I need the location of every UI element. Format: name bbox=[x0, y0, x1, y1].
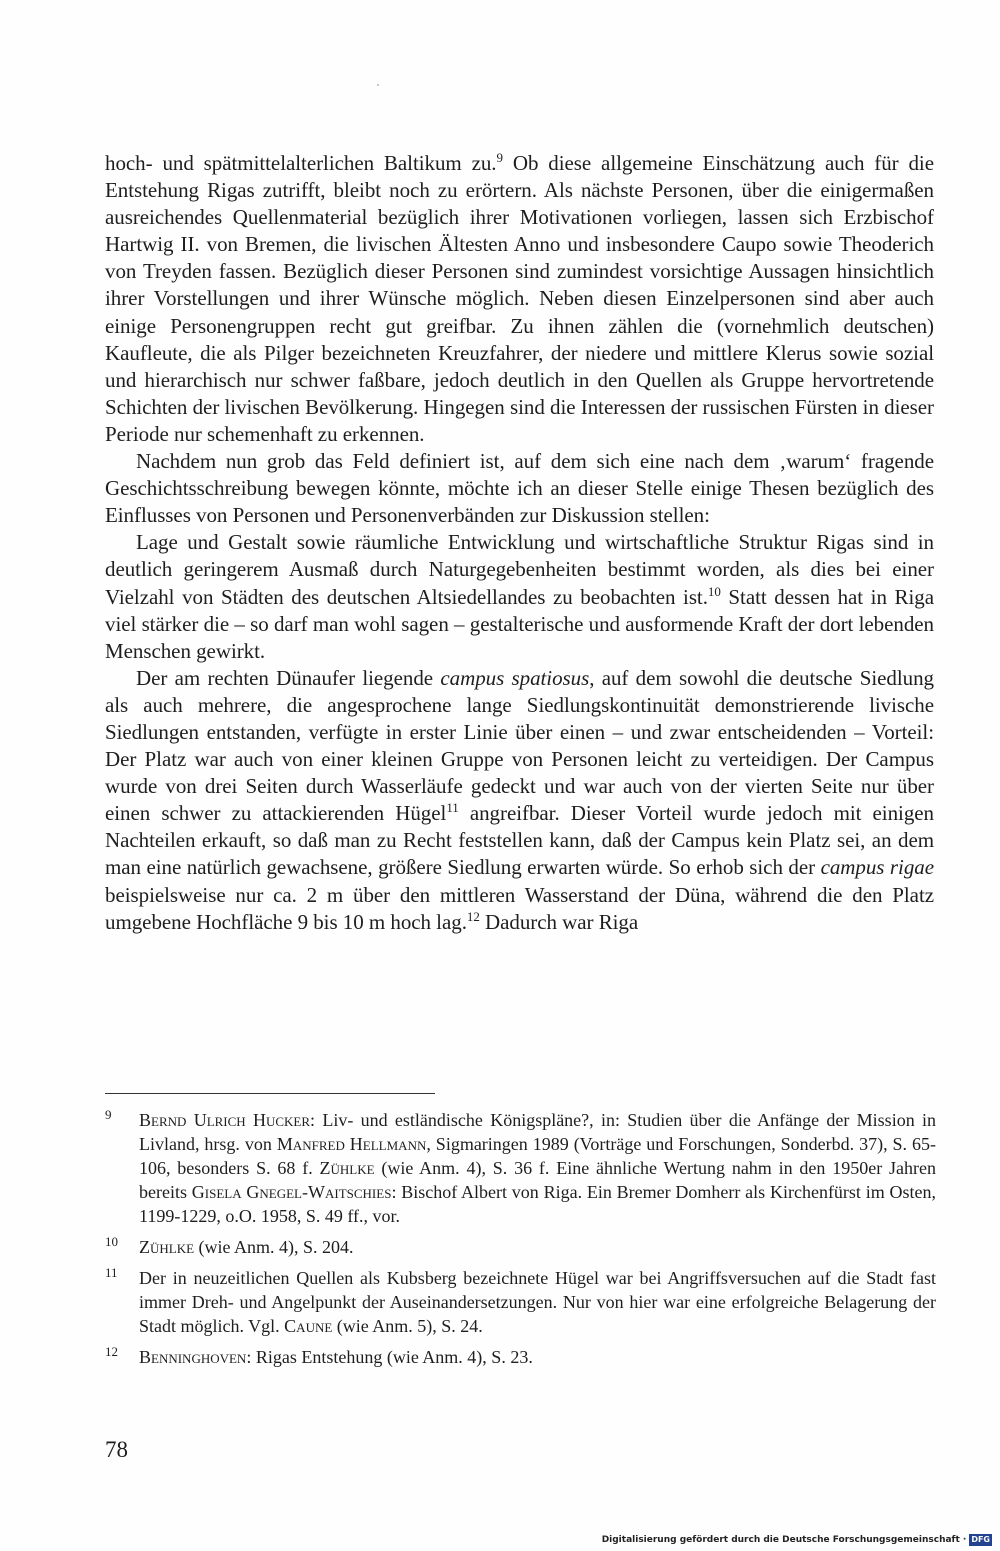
main-text bbox=[105, 150, 934, 936]
text-run: (wie Anm. 4), S. 36 f. Eine ähnliche Wertung nahm in den 1950er Jahren bereits bbox=[139, 1158, 936, 1202]
author-name: Zühlke bbox=[139, 1237, 195, 1257]
footnote-number: 10 bbox=[105, 1234, 118, 1249]
scan-speck bbox=[377, 84, 379, 86]
footnote bbox=[105, 1345, 936, 1369]
text-run: , auf dem sowohl die deutsche Siedlung als auch mehrere, die angesprochene lange Siedlungskontinuität demonstrierende livische Siedlungen entstanden, verfügte in erster Linie über einen – und zwar entscheidenden – Vorteil: Der Platz war auch von einer kleinen Gruppe von Personen leicht zu verteidigen. Der Campus wurde von drei Seiten durch Wasserläufe gedeckt und war auch von der vierten Seite nur über einen schwer zu attackierenden Hügel bbox=[105, 665, 934, 826]
footnote-text bbox=[139, 1345, 936, 1369]
text-run: Der in neuzeitlichen Quellen als Kubsberg bezeichnete Hügel war bei Angriffsversuchen auf die Stadt fast immer Dreh- und Angelpunkt der Auseinandersetzungen. Nur von hier war eine erfolgreiche Belagerung der Stadt möglich. Vgl. bbox=[139, 1268, 936, 1336]
text-run: , Sigmaringen 1989 (Vorträge und Forschungen, Sonderbd. 37), S. 65-106, besonders S. 68 f. bbox=[139, 1134, 937, 1178]
paragraph bbox=[105, 150, 934, 448]
page-number: 78 bbox=[105, 1437, 128, 1462]
author-name: Caune bbox=[284, 1316, 333, 1336]
footnote-number: 9 bbox=[105, 1107, 112, 1122]
footnote-ref: 11 bbox=[446, 800, 459, 816]
footnote bbox=[105, 1108, 936, 1228]
author-name: Bernd Ulrich Hucker bbox=[139, 1110, 311, 1130]
text-run: Lage und Gestalt sowie räumliche Entwicklung und wirtschaftliche Struktur Rigas sind in deutlich geringerem Ausmaß durch Naturgegebenheiten bestimmt worden, als dies bei einer Vielzahl von Städten des deutschen Altsiedellandes zu beobachten ist. bbox=[105, 530, 934, 609]
text-run: : Liv- und estländische Königspläne?, in: Studien über die Anfänge der Mission in Livland, hrsg. von bbox=[139, 1110, 936, 1154]
text-run: Statt dessen hat in Riga viel stärker die – so darf man wohl sagen – gestalterische und ausformende Kraft der dort lebenden Menschen gewirkt. bbox=[105, 584, 934, 663]
paragraph bbox=[105, 665, 934, 936]
author-name: Gisela Gnegel-Waitschies bbox=[191, 1182, 392, 1202]
footnote-number: 12 bbox=[105, 1344, 118, 1359]
footnotes bbox=[105, 1108, 936, 1376]
author-name: Benninghoven bbox=[139, 1347, 247, 1367]
text-run: Ob diese allgemeine Einschätzung auch für die Entstehung Rigas zutrifft, bleibt noch zu erörtern. Als nächste Personen, über die einigermaßen ausreichendes Quellenmaterial bezüglich ihrer Motivationen vorliegen, lassen sich Erzbischof Hartwig II. von Bremen, die livischen Ältesten Anno und insbesondere Caupo sowie Theoderich von Treyden fassen. Bezüglich dieser Personen sind zumindest vorsichtige Aussagen hinsichtlich ihrer Vorstellungen und ihrer Wünsche möglich. Neben diesen Einzelpersonen sind aber auch einige Personengruppen recht gut greifbar. Zu ihnen zählen die (vornehmlich deutschen) Kaufleute, die als Pilger bezeichneten Kreuzfahrer, der niedere und mittlere Klerus sowie sozial und hierarchisch nur schwer faßbare, jedoch deutlich in den Quellen als Gruppe hervortretende Schichten der livischen Bevölkerung. Hingegen sind die Interessen der russischen Fürsten in dieser Periode nur schemenhaft zu erkennen. bbox=[105, 151, 934, 446]
footnote bbox=[105, 1266, 936, 1338]
paragraph bbox=[105, 529, 934, 664]
text-run: hoch- und spätmittelalterlichen Baltikum zu. bbox=[105, 151, 497, 175]
author-name: Manfred Hellmann bbox=[276, 1134, 427, 1154]
text-run: Dadurch war Riga bbox=[479, 909, 639, 934]
footnote-number: 11 bbox=[105, 1265, 118, 1280]
footnote-text bbox=[139, 1266, 936, 1338]
italic-term: campus spatiosus bbox=[440, 665, 590, 690]
dfg-logo: DFG bbox=[971, 1535, 990, 1544]
footnote-ref: 12 bbox=[466, 908, 480, 924]
text-run: beispielsweise nur ca. 2 m über den mittleren Wasserstand der Düna, während die den Platz umgebene Hochfläche 9 bis 10 m hoch lag. bbox=[105, 882, 934, 934]
footnote-ref: 9 bbox=[496, 150, 503, 165]
text-run: Nachdem nun grob das Feld definiert ist, auf dem sich eine nach dem ‚warum‘ fragende Geschichtsschreibung bewegen könnte, möchte ich an dieser Stelle einige Thesen bezüglich des Einflusses von Personen und Personenverbänden zur Diskussion stellen: bbox=[105, 449, 934, 528]
footnote-text bbox=[139, 1235, 936, 1259]
digitization-credit bbox=[602, 1534, 992, 1546]
text-run: Der am rechten Dünaufer liegende bbox=[136, 665, 441, 690]
text-run: : Rigas Entstehung (wie Anm. 4), S. 23. bbox=[246, 1347, 533, 1367]
paragraph bbox=[105, 448, 934, 529]
text-run: angreifbar. Dieser Vorteil wurde jedoch mit einigen Nachteilen erkauft, so daß man zu Recht feststellen kann, daß der Campus kein Platz sei, an dem man eine natürlich gewachsene, größere Siedlung erwarten würde. So erhob sich der bbox=[105, 801, 934, 880]
footnote-text bbox=[139, 1108, 936, 1228]
credit-text: Digitalisierung gefördert durch die Deutsche Forschungsgemeinschaft · bbox=[601, 1535, 967, 1545]
author-name: Zühlke bbox=[319, 1158, 375, 1178]
footnote-ref: 10 bbox=[707, 583, 721, 599]
text-run: : Bischof Albert von Riga. Ein Bremer Domherr als Kirchenfürst im Osten, 1199-1229, o.O. 1958, S. 49 ff., vor. bbox=[139, 1182, 937, 1226]
footnote-separator bbox=[105, 1093, 435, 1094]
footnote bbox=[105, 1235, 936, 1259]
italic-term: campus rigae bbox=[820, 855, 934, 880]
text-run: (wie Anm. 4), S. 204. bbox=[194, 1237, 354, 1257]
text-run: (wie Anm. 5), S. 24. bbox=[332, 1316, 483, 1336]
